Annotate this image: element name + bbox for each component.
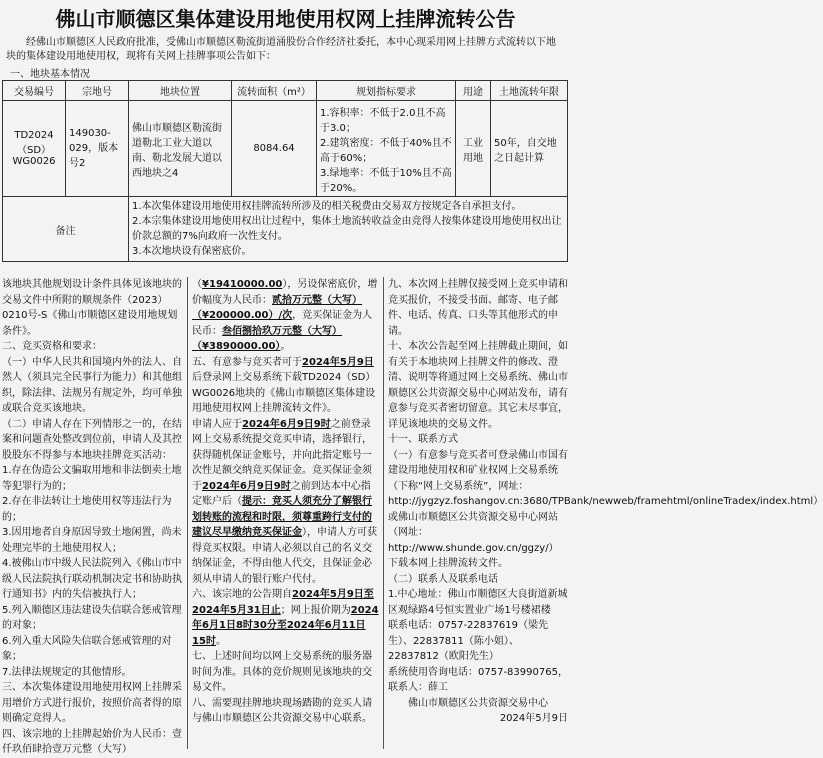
paragraph: 四、该宗地的上挂牌起始价为人民币：壹仟玖佰肆拾壹万元整（大写） — [2, 728, 182, 755]
text-span: ），另设保密底价，增价幅度为人民币： — [192, 279, 378, 306]
paragraph: 九、本次网上挂牌仅接受网上竞买申请和竞买报价，不接受书面、邮寄、电子邮件、电话、传真、口头等其他形式的申请。 — [388, 279, 568, 337]
text-span: ；网上报价期为 — [280, 604, 351, 616]
land-info-table — [2, 80, 568, 262]
body-columns — [2, 277, 823, 755]
planning-requirements — [317, 101, 456, 197]
text-span: ，竞买保证金为人民币： — [192, 310, 373, 337]
list-item: 5.列入顺德区违法建设失信联合惩戒管理的对象； — [2, 604, 182, 631]
transfer-area: 8084.64 — [232, 101, 317, 197]
text-span: 申请人应于 — [192, 418, 243, 430]
page-title: 佛山市顺德区集体建设用地使用权网上挂牌流转公告 — [55, 6, 516, 31]
header-cell: 宗地号 — [66, 81, 129, 101]
table-row — [3, 101, 568, 197]
paragraph: （一）中华人民共和国境内外的法人、自然人（须具完全民事行为能力）和其他组织，除法律、法规另有规定外，均可单独或联合竞买该地块。 — [2, 356, 182, 414]
transfer-term: 50年，自交地之日起计算 — [491, 101, 568, 197]
paragraph: 十、本次公告起至网上挂牌截止期间，如有关于本地块网上挂牌文件的修改、澄清、说明等将通过网上交易系统、佛山市顺德区公共资源交易中心网站发布，请有意参与竞买者密切留意。其它未尽事宜，详见该地块的交易文件。 — [388, 341, 568, 430]
list-item: 7.法律法规规定的其他情形。 — [2, 666, 132, 678]
text-span: 。 — [215, 635, 226, 647]
header-cell: 土地流转年限 — [491, 81, 568, 101]
note-item: 3.本次地块设有保密底价。 — [132, 246, 252, 257]
column-left — [2, 277, 187, 755]
column-right — [383, 277, 823, 749]
paragraph: 七、上述时间均以网上交易系统的服务器时间为准。具体的竞价规则见该地块的交易文件。 — [192, 651, 373, 693]
header-cell: 用途 — [456, 81, 491, 101]
paragraph: 该地块其他规划设计条件具体见该地块的交易文件中所附的顺规条件（2023）0210号-S《佛山市顺德区建设用地规划条件》。 — [2, 279, 182, 337]
text-span: 。 — [280, 341, 291, 352]
center-address: 1.中心地址：佛山市顺德区大良街道新城区观绿路4号恒实置业广场1号楼裙楼 — [388, 589, 568, 616]
text-span: ），申请人方可获得竞买权限。申请人必须以自己的名义交纳保证金，不得由他人代交，且保证金必须从申请人的银行账户代付。 — [192, 527, 378, 585]
issue-date: 2024年5月9日 — [499, 713, 568, 724]
parcel-location: 佛山市顺德区勒流街道勒北工业大道以南、勒北发展大道以西地块之4 — [129, 101, 232, 197]
deposit-deadline: 2024年6月9日9时 — [202, 480, 291, 492]
notes-content — [129, 197, 568, 262]
section-heading: 二、竞买资格和要求： — [2, 341, 102, 352]
list-item: 2.存在非法转让土地使用权等违法行为的； — [2, 496, 172, 523]
section-heading: （二）联系人及联系电话 — [388, 573, 498, 585]
paragraph: 八、需要现挂牌地块现场踏勘的竞买人请与佛山市顺德区公共资源交易中心联系。 — [192, 697, 373, 724]
header-cell: 地块位置 — [129, 81, 232, 101]
download-paragraph — [192, 355, 379, 417]
list-item: 1.存在伪造公文骗取用地和非法倒卖土地等犯罪行为的； — [2, 465, 182, 492]
application-paragraph — [192, 417, 379, 588]
deposit-amount: 叁佰捌拾玖万元整（大写）（¥3890000.00） — [192, 325, 343, 352]
text-span: 之前到达本中心指定账户后（ — [192, 480, 371, 507]
header-cell: 交易编号 — [3, 81, 66, 101]
issuer-name: 佛山市顺德区公共资源交易中心 — [408, 697, 548, 709]
list-item: 6.列入重大风险失信联合惩戒管理的对象； — [2, 635, 172, 662]
requirement-item: 2.建筑密度：不低于40%且不高于60%； — [320, 137, 452, 164]
notes-row — [3, 197, 568, 262]
column-middle — [187, 277, 383, 749]
section-heading: 十一、联系方式 — [388, 434, 458, 445]
note-item: 2.本宗集体建设用地使用权出让过程中，集体土地流转收益金由竞得人按集体建设用地使用权出让价款总额的7%向政府一次性支付。 — [132, 216, 562, 242]
announcement-period: 2024年5月9日至2024年5月31日止 — [192, 589, 374, 616]
text-span: （ — [192, 279, 203, 290]
requirement-item: 1.容积率：不低于2.0且不高于3.0； — [320, 107, 446, 134]
paragraph: （二）申请人存在下列情形之一的，在结案和问题查处整改到位前，申请人及其控股股东不得参与本地块挂牌竞买活动： — [2, 418, 182, 461]
price-paragraph — [192, 277, 379, 355]
trade-code: TD2024（SD）WG0026 — [3, 101, 66, 197]
note-item: 1.本次集体建设用地使用权挂牌流转所涉及的相关税费由交易双方按规定各自承担支付。 — [132, 201, 522, 212]
application-deadline: 2024年6月9日9时 — [242, 418, 331, 430]
table-header-row — [3, 81, 568, 101]
paragraph: 三、本次集体建设用地使用权网上挂牌采用增价方式进行报价，按照价高者得的原则确定竞得人。 — [2, 682, 182, 724]
intro-paragraph: 经佛山市顺德区人民政府批准，受佛山市顺德区勒流街道涌股份合作经济社委托，本中心现采用网上挂牌方式流转以下地块的集体建设用地使用权，现将有关网上挂牌事项公告如下： — [6, 37, 556, 62]
header-cell: 规划指标要求 — [317, 81, 456, 101]
notes-label: 备注 — [3, 197, 129, 262]
parcel-number: 149030-029，版本号2 — [66, 101, 129, 197]
start-price: ¥19410000.00 — [202, 279, 283, 290]
section-heading: 一、地块基本情况 — [10, 69, 90, 80]
list-item: 3.因用地者自身原因导致土地闲置，尚未处理完毕的土地使用权人； — [2, 527, 182, 554]
support-phone: 系统使用咨询电话：0757-83990765，联系人：薛工 — [388, 666, 568, 693]
increment-amount: 贰拾万元整（大写）（¥200000.00）/次 — [192, 294, 363, 321]
bank-transfer-notice: 提示：竞买人须充分了解银行划转账的流程和时限，须尊重跨行支付的建议尽早缴纳竞买保证金 — [192, 496, 373, 538]
schedule-paragraph — [192, 587, 379, 649]
requirement-item: 3.绿地率：不低于10%且不高于20%。 — [320, 167, 452, 194]
text-span: 五、有意参与竞买者可于 — [192, 356, 303, 368]
contact-phone: 联系电话：0757-22837619（梁先生）、22837811（陈小姐）、22837812（欧阳先生） — [388, 620, 548, 662]
land-use: 工业用地 — [456, 101, 491, 197]
download-date: 2024年5月9日 — [302, 356, 374, 368]
text-span: 之前登录网上交易系统提交竞买申请，选择银行，获得随机保证金账号，并向此指定账号一次性足额交纳竞买保证金。竞买保证金须于 — [192, 418, 373, 492]
bidding-period: 2024年6月1日8时30分至2024年6月11日15时 — [192, 604, 379, 647]
text-span: 六、该宗地的公告期自 — [192, 589, 293, 600]
list-item: 4.被佛山市中级人民法院列入《佛山市中级人民法院执行联动机制决定书和协助执行通知书》内的失信被执行人； — [2, 558, 182, 600]
header-cell: 流转面积（m²） — [232, 81, 317, 101]
paragraph: （一）有意参与竞买者可登录佛山市国有建设用地使用权和矿业权网上交易系统（下称“网上交易系统”，网址：http://jygzyz.foshangov.cn:3680/TPBank/newweb/framehtml/onlineTradex/index.html）或佛山市顺德区公共资源交易中心网站（网址：http://www.shunde.gov.cn/ggzy/）下载本网上挂牌流转文件。 — [388, 449, 823, 569]
text-span: 后登录网上交易系统下载TD2024（SD）WG0026地块的《佛山市顺德区集体建设用地使用权网上挂牌流转文件》。 — [192, 372, 376, 414]
